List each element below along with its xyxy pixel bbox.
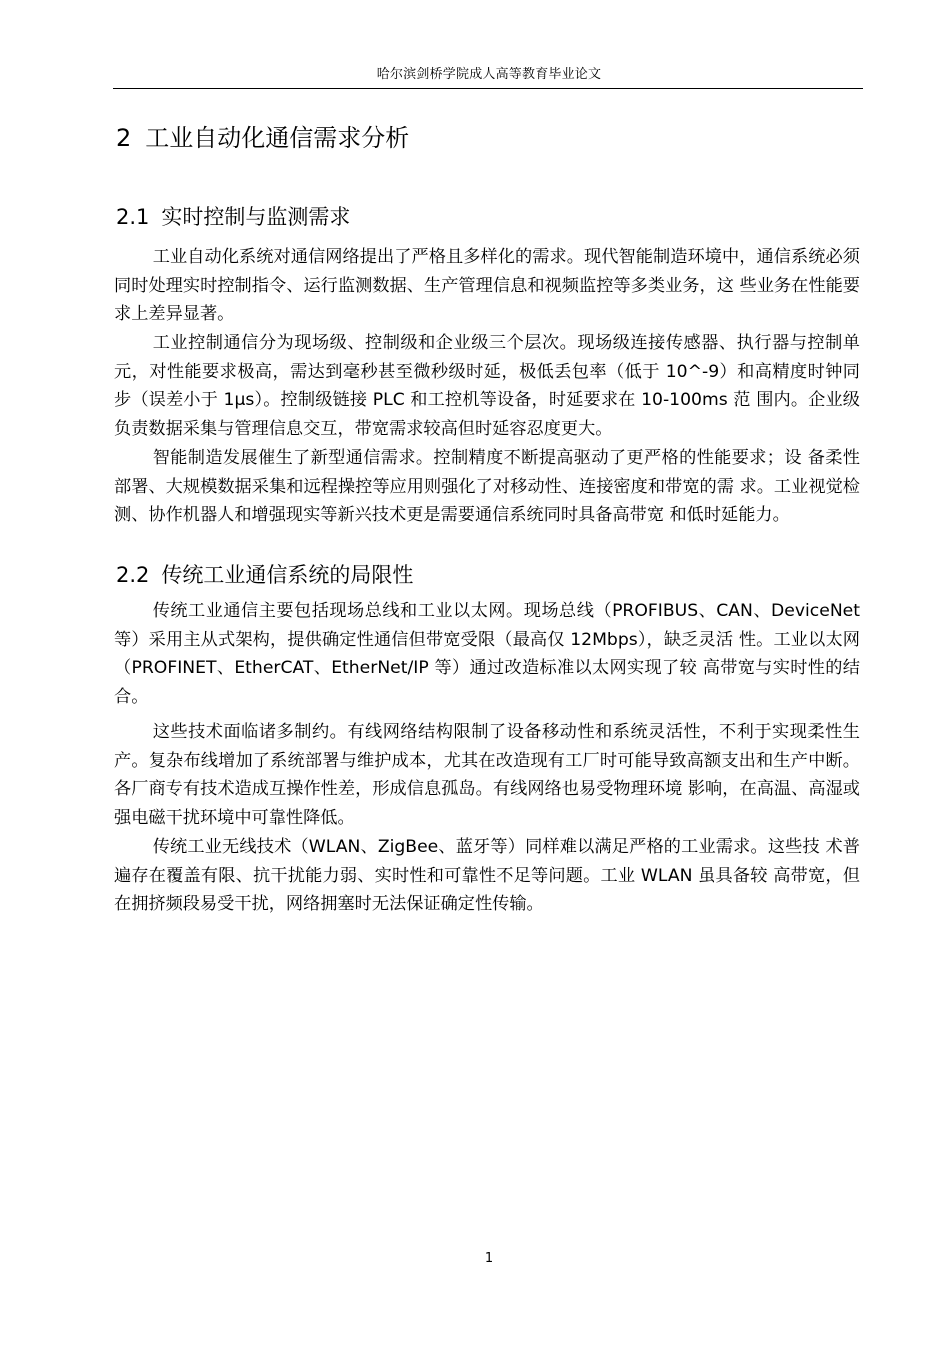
paragraph: 智能制造发展催生了新型通信需求。控制精度不断提高驱动了更严格的性能要求；设 备柔性部署、大规模数据采集和远程操控等应用则强化了对移动性、连接密度和带宽的需 求。工业视觉检测、协作机器人和增强现实等新兴技术更是需要通信系统同时具备高带宽 和低时延能力。 [114, 448, 860, 526]
chapter-title [116, 122, 409, 154]
paragraph: 工业自动化系统对通信网络提出了严格且多样化的需求。现代智能制造环境中，通信系统必须同时处理实时控制指令、运行监测数据、生产管理信息和视频监控等多类业务，这 些业务在性能要求上差异显著。 [114, 247, 860, 325]
page-number: 1 [484, 1251, 494, 1266]
section-title-2-2 [116, 561, 413, 589]
chapter-number: 2 [116, 124, 132, 152]
chapter-title-text: 工业自动化通信需求分析 [145, 124, 410, 152]
section-number: 2.2 [116, 563, 150, 587]
section-title-2-1 [116, 203, 350, 231]
section-title-text: 实时控制与监测需求 [161, 205, 351, 229]
paragraph: 这些技术面临诸多制约。有线网络结构限制了设备移动性和系统灵活性，不利于实现柔性生产。复杂布线增加了系统部署与维护成本，尤其在改造现有工厂时可能导致高额支出和生产中断。各厂商专有技术造成互操作性差，形成信息孤岛。有线网络也易受物理环境 影响，在高温、高湿或强电磁干扰环境中可靠性降低。 [114, 722, 860, 828]
section-title-text: 传统工业通信系统的局限性 [161, 563, 414, 587]
running-header: 哈尔滨剑桥学院成人高等教育毕业论文 [376, 67, 602, 82]
header-divider [113, 88, 863, 89]
paragraph: 传统工业通信主要包括现场总线和工业以太网。现场总线（PROFIBUS、CAN、DeviceNet 等）采用主从式架构，提供确定性通信但带宽受限（最高仅 12Mbps），缺乏灵活 性。工业以太网（PROFINET、EtherCAT、EtherNet/IP 等）通过改造标准以太网实现了较 高带宽与实时性的结合。 [114, 601, 860, 707]
section-number: 2.1 [116, 205, 150, 229]
paragraph: 工业控制通信分为现场级、控制级和企业级三个层次。现场级连接传感器、执行器与控制单元，对性能要求极高，需达到毫秒甚至微秒级时延，极低丢包率（低于 10^-9）和高精度时钟同步（误差小于 1μs）。控制级链接 PLC 和工控机等设备，时延要求在 10-100ms 范 围内。企业级负责数据采集与管理信息交互，带宽需求较高但时延容忍度更大。 [114, 333, 860, 439]
paragraph: 传统工业无线技术（WLAN、ZigBee、蓝牙等）同样难以满足严格的工业需求。这些技 术普遍存在覆盖有限、抗干扰能力弱、实时性和可靠性不足等问题。工业 WLAN 虽具备较 高带宽，但在拥挤频段易受干扰，网络拥塞时无法保证确定性传输。 [114, 837, 860, 915]
